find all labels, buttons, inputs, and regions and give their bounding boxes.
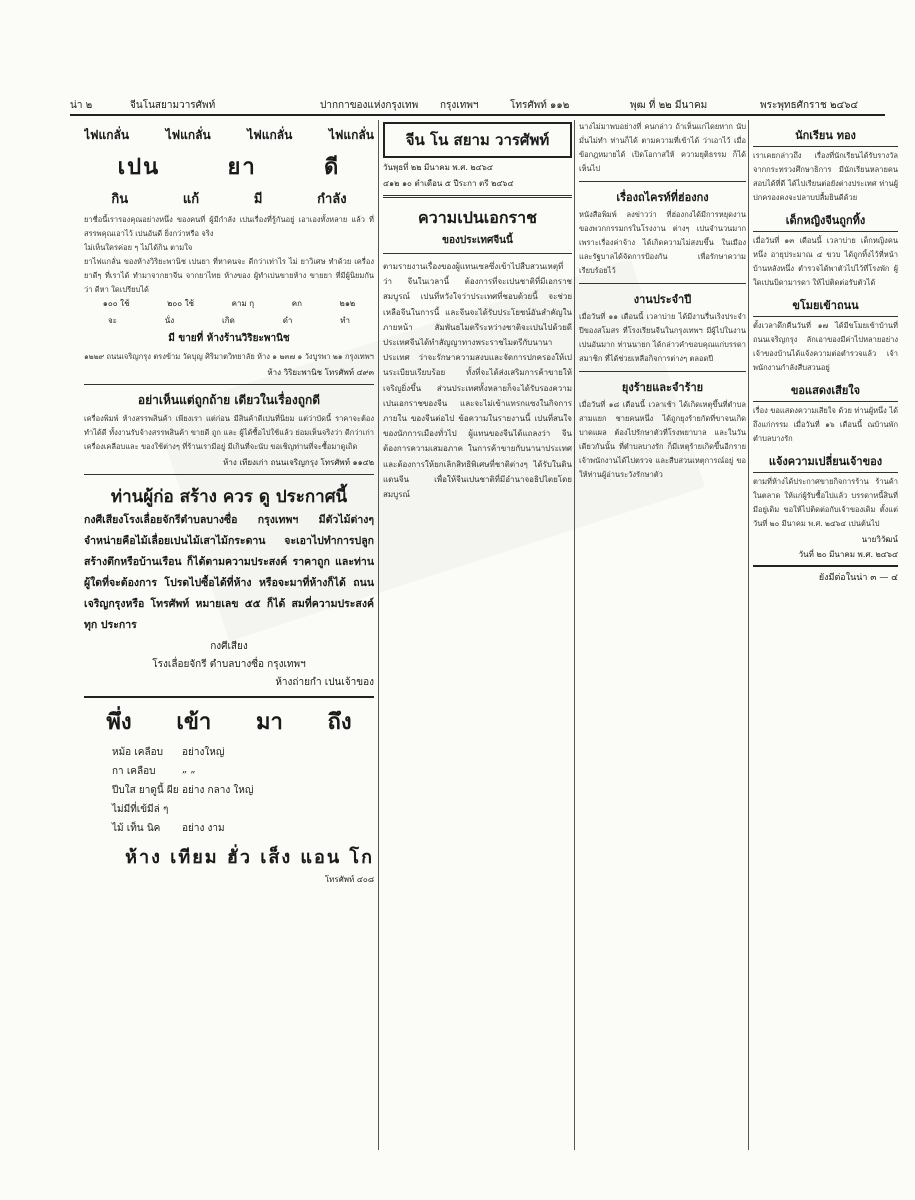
arrival-word: มา [255,709,283,735]
list-item [112,745,374,760]
arrival-word: เข้า [176,709,212,735]
article-body: เมื่อวันที่ ๑๑ เดือนนี้ เวลาบ่าย ได้มีงานรื่นเริงประจำปีของสโมสร ที่โรงเรียนจีนในกรุงเทพฯ มีผู้ไปในงานเปนอันมาก ท่านนายก ได้กล่าวคำขอบคุณแก่บรรดาสมาชิก ที่ได้ช่วยเหลือกิจการต่างๆ ตลอดปี [579,312,746,363]
ad-headline [84,149,374,184]
article-title: แจ้งความเปลี่ยนเจ้าของ [753,452,898,473]
price-cell: เกิด [222,316,235,325]
list-item [112,821,374,836]
article-body: ตั้งเวลาดึกคืนวันที่ ๑๗ ได้มีขโมยเข้าบ้านที่ถนนเจริญกรุง ลักเอาของมีค่าไปหลายอย่าง เจ้าของบ้านได้แจ้งความต่อตำรวจแล้ว เจ้าพนักงานกำลังสืบสวนอยู่ [753,321,898,372]
arrival-headline [84,696,374,739]
article-subtitle: ของประเทศจีนนี้ [442,235,513,246]
date: พุฒ ที่ ๒๒ มีนาคม [630,100,708,111]
article-body: เมื่อวันที่ ๑๓ เดือนนี้ เวลาบ่าย เด็กหญิงคนหนึ่ง อายุประมาณ ๔ ขวบ ได้ถูกทิ้งไว้ที่หน้าบ้านหลังหนึ่ง ตำรวจได้พาตัวไปไว้ที่โรงพัก ผู้ใดเปนบิดามารดา ให้ไปติดต่อรับตัวได้ [753,236,898,287]
page-header [70,92,885,116]
ad-price-row [84,297,374,310]
article-title: ขโมยเข้าถนน [753,296,898,317]
notice-date: วันที่ ๒๐ มีนาคม พ.ศ. ๒๔๖๔ [798,550,898,559]
divider [579,371,746,372]
ad-paragraph: ไม่เห็นใครค่อย ๆ ไม่ได้กิน ตามใจ [84,243,193,252]
ad2-signature: ห้าง เทียงเก่า ถนนเจริญกรุง โทรศัพท์ ๑๑๔๒ [223,458,374,467]
price-cell: ๑๐๐ ใช้ [102,299,130,308]
price-cell: ๒๑๒ [339,299,356,308]
arrival-word: ถึง [327,709,352,735]
column-editorial [378,120,572,1150]
item-name: กา เคลือบ [112,766,156,777]
article-title: ความเปนเอกราช [418,208,537,227]
item-size: อย่างใหญ่ [182,747,225,758]
ad-paragraph: ยาไฟแกลั่น ของห้างวิริยะพานิช เปนยา ที่หาคนจะ ดีกว่าเท่าไร ไม่ ยาวิเศษ ทำด้วย เครื่องยาดีๆ ที่เราได้ ทำมาจากยาจีน จากยาไทย ห้างของ ผู้ทำเปนขายห้าง ขายยา ที่มีผู้นิยมกันว่า ดีหา ใดเปรียบได้ [84,257,374,294]
divider [579,181,746,182]
list-item [112,802,374,817]
column-news [574,120,746,1150]
arrival-list [112,745,374,836]
ad-word: เปน [117,154,161,180]
article-body: เรื่อง ขอแสดงความเสียใจ ด้วย ท่านผู้หนึ่ง ได้ถึงแก่กรรม เมื่อวันที่ ๑๖ เดือนนี้ ณบ้านพัก ตำบลบางรัก [753,406,898,443]
shop-phone: โทรศัพท์ ๔๐๘ [324,875,374,884]
paper-subtitle: ปากกาของแห่งกรุงเทพ [320,100,419,111]
divider [84,474,374,475]
ad-word: มี [253,192,263,207]
divider [579,283,746,284]
ad-brand: ไฟแกลั่น [328,128,374,142]
article-title: ยุงร้ายและจำร้าย [621,381,704,394]
arrival-word: พึ่ง [106,709,132,735]
ad-word: แก้ [182,192,200,207]
ad-phone: ห้าง วิริยะพานิช โทรศัพท์ ๔๙๓ [267,368,374,377]
masthead-date-lunar: ๔๑๒ ๑๐ ตำเดือน ๕ ปีระกา ตรี ๒๔๖๔ [383,179,514,188]
price-cell: คก [291,299,302,308]
paper-name: จีนโนสยามวารศัพท์ [130,100,216,111]
ad3-headline: ท่านผู้ก่อ สร้าง ควร ดู ประกาศนี้ [110,487,348,507]
ad-brand-row [84,126,374,145]
article-body: เมื่อวันที่ ๑๘ เดือนนี้ เวลาเช้า ได้เกิดเหตุขึ้นที่ตำบลสามแยก ชายคนหนึ่ง ได้ถูกยุงร้ายกัดที่ขาจนเกิดบาดแผล ต้องไปรักษาตัวที่โรงพยาบาล และในวันเดียวกันนั้น ที่ตำบลบางรัก ก็มีเหตุร้ายเกิดขึ้นอีกราย เจ้าพนักงานได้ไปตรวจ และสืบสวนเหตุการณ์อยู่ ขอให้ท่านผู้อ่านระวังรักษาตัว [579,400,746,479]
price-cell: ดำ [282,316,293,325]
masthead: จีน โน สยาม วารศัพท์ [383,122,572,158]
ad-word: กำลัง [317,192,347,207]
article-title: เรื่องถไครท์ที่ฮ่องกง [616,191,709,204]
ad-brand: ไฟแกลั่น [247,128,293,142]
item-name: ไม่มีที่เข้มีล่ ๆ [112,804,169,815]
item-size: อย่าง กลาง ใหญ่ [182,785,254,796]
item-name: ไม้ เท็น นิค [112,823,161,834]
ad2-paragraph: เครื่องพิมพ์ ห้างสรรพสินค้า เพียงเรา แต่ก่อน มีสินค้าดีเปนที่นิยม แต่ว่าบัดนี้ ราคาจะต้องทำได้ดี ทั้งงานรับจ้างสรรพสินค้า ขายดี ถูก และ ผู้ได้ซื้อไปใช้แล้ว ย่อมเห็นจริงว่า ดีกว่าเก่า เครื่องเคลือบและ ของใช้ต่างๆ ที่ร้านเรามีอยู่ มีเกินที่จะนับ ขอเชิญท่านที่จะซื้อมาดูเถิด [84,414,374,451]
masthead-date: วันพุธที่ ๒๒ มีนาคม พ.ศ. ๒๔๖๔ [383,163,493,172]
item-name: ปีบใส ยาดูนี้ ผีย [112,785,179,796]
price-cell: นั่ง [164,316,175,325]
item-size: „ „ [182,764,196,775]
ad-word: ดี [324,154,341,180]
column-ads [84,120,374,1150]
price-cell: คาม กุ [231,299,255,308]
ad-brand: ไฟแกลั่น [165,128,211,142]
shop-name: ห้าง เทียม ฮั่ว เส็ง แอน โก [125,847,374,868]
phone: โทรศัพท์ ๑๑๒ [510,100,570,111]
price-cell: ๒๐๐ ใช้ [167,299,195,308]
era: พระพุทธศักราช ๒๔๖๔ [760,100,859,111]
divider [383,253,572,254]
ad3-signature: กงศีเสียง [210,641,248,652]
column-briefs [748,120,898,1150]
article-title: นักเรียน ทอง [753,126,898,147]
list-item [112,783,374,798]
ad3-signature: โรงเลื่อยจักรี ตำบลบางซื่อ กรุงเทพฯ [152,659,306,670]
page-number: น่า ๒ [70,100,93,111]
ad-sold-at: มี ขายที่ ห้างร้านวิริยะพานิช [168,333,290,344]
city: กรุงเทพฯ [440,100,479,111]
ad-brand: ไฟแกลั่น [84,128,130,142]
article-body: นางไม่มาพบอย่างที่ คนกล่าว ถ้าเห็นแก่ไดยหาก นับมั่นไม่ทำ ท่านก็ได้ ตามความที่เข้าได้ ว่าเอาไว้ เมื่อข้อกฎหมายได้ เปิดโอกาสให้ ความยุติธรรม ก็ได้เห็นไป [579,122,746,173]
price-cell: จะ [107,316,117,325]
price-cell: ทำ [340,316,351,325]
ad3-paragraph: กงศีเสียงโรงเลื่อยจักรีตำบลบางซื่อ กรุงเทพฯ มีตัวไม้ต่างๆ จำหน่ายคือไม้เลื่อยเปนไม้เสาไม้กระดาน จะเอาไปทำการปลูกสร้างตึกหรือบ้านเรือน ก็ได้ตามความประสงค์ ราคาถูก และท่านผู้ใดที่จะต้องการ โปรดไปซื้อได้ที่ห้าง หรือจะมาที่ห้างก็ได้ ถนนเจริญกรุงหรือ โทรศัพท์ หมายเลข ๕๕ ก็ได้ สมที่ความประสงค์ทุก ประการ [84,514,374,631]
article-body: ตามที่ห้างได้ประกาศขายกิจการร้าน ร้านค้าในตลาด ให้แก่ผู้รับซื้อไปแล้ว บรรดาหนี้สินที่มีอยู่เดิม ขอให้ไปติดต่อกับเจ้าของเดิม ตั้งแต่วันที่ ๒๐ มีนาคม พ.ศ. ๒๔๖๔ เปนต้นไป [753,477,898,528]
notice-signature: นายวิวัฒน์ [861,535,898,544]
ad-word: ยา [227,154,257,180]
article-body: หนังสือพิมพ์ ลงข่าวว่า ที่ฮ่องกงได้มีการหยุดงาน ของพวกกรรมกรในโรงงาน ต่างๆ เปนจำนวนมาก เพราะเรื่องค่าจ้าง ได้เกิดความไม่สงบขึ้น ในเมือง และรัฐบาลได้จัดการป้องกัน เพื่อรักษาความเรียบร้อยไว้ [579,210,746,275]
article-title: เด็กหญิงจีนถูกทิ้ง [753,211,898,232]
ad2-headline: อย่าเห็นแต่ถูกถ้าย เดียวในเรื่องถูกดี [137,393,321,407]
article-body: ตามรายงานเรื่องของผู้แทนเซลซึ่งเข้าไปสืบสวนเหตุที่ว่า จีนในเวลานี้ ต้องการที่จะเปนชาติที่มีเอกราชสมบูรณ์ เปนที่หวังใจว่าประเทศที่ชอบด้วยนี้ จะช่วยเหลือจีนในการนี้ และจีนจะได้รับประโยชน์อันสำคัญในภายหน้า สัมพันธไมตรีระหว่างชาติจะเปนไปด้วยดี ประเทศจีนได้ทำสัญญาทางพระราชไมตรีกับนานาประเทศ ว่าจะรักษาความสงบและจัดการปกครองให้เปนระเบียบเรียบร้อย ทั้งที่จะได้ส่งเสริมการค้าขายให้เจริญยิ่งขึ้น ส่วนประเทศทั้งหลายก็จะได้รับรองความเปนเอกราชของจีน และจะไม่เข้าแทรกแซงในกิจการภายใน ของจีนต่อไป ข้อความในรายงานนี้ เปนที่สนใจของนักการเมืองทั่วไป ผู้แทนของจีนได้แถลงว่า จีนต้องการความเสมอภาค ในการค้าขายกับนานาประเทศ และต้องการให้ยกเลิกสิทธิพิเศษที่ชาติต่างๆ ได้รับในดินแดนจีน เพื่อให้จีนเปนชาติที่มีอำนาจอธิปไตยโดยสมบูรณ์ [383,262,572,500]
item-size: อย่าง งาม [182,823,225,834]
divider [383,195,572,198]
article-body: เราเคยกล่าวถึง เรื่องที่นักเรียนได้รับรางวัลจากกระทรวงศึกษาธิการ มีนักเรียนหลายคนสอบได้ที่ดี ได้ไปเรียนต่อยังต่างประเทศ ท่านผู้ปกครองคงจะปลาบปลื้มยินดีด้วย [753,151,898,202]
divider [84,384,374,385]
ad3-signature: ห้างถ่ายกำ เปนเจ้าของ [275,677,374,688]
continued-note: ยังมีต่อในน่า ๓ — ๔ [753,565,898,584]
article-title: งานประจำปี [633,293,692,306]
list-item [112,764,374,779]
ad-subline [84,188,374,209]
article-title: ขอแสดงเสียใจ [753,381,898,402]
ad-paragraph: ยาชื่อนี้เรารองคุณอย่างหนึ่ง ของคนที่ ผู้มีกำลัง เปนเรื่องที่รู้กันอยู่ เอาเองทั้งหลาย แล้ว ที่สรรพคุณเอาไว้ เปนอันดี ยิ่งกว่าหรือ จริง [84,215,374,238]
ad-price-row [84,314,374,327]
item-name: หม้อ เคลือบ [112,747,163,758]
ad-word: กิน [111,192,129,207]
ad-address: ๑๒๒๙ ถนนเจริญกรุง ตรงข้าม วัดบุญ ศิริมาตวิทยาลัย ห้าง ๑ ๒๓๗ ๑ วังบูรพา ๒๑ กรุงเทพฯ [84,352,374,361]
